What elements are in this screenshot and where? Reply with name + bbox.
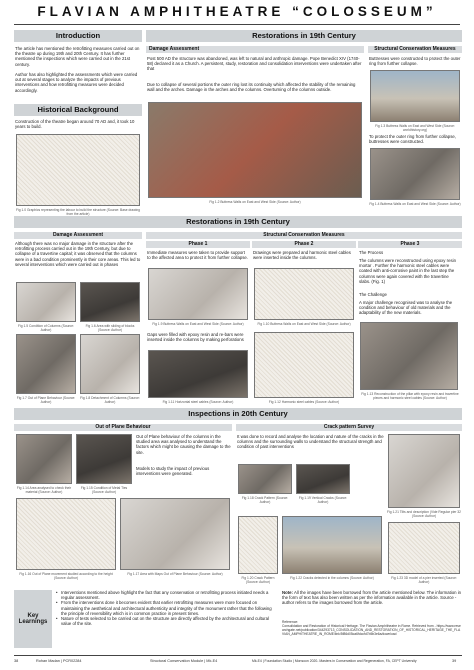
out-of-plane-text-2: Models to study the impact of previous interventions were generated. [136,466,210,477]
key-learning-item: • From the interventions done it becomes evident that earlier retrofitting measures were more focused on maintaining the aesthetical and architectural authenticity and integrity of the monument rather that the following the principle of reversibility which is in common practice in present times. [56,600,276,616]
key-learning-item: • Interventions mentioned above highlight the fact that any conservation or retrofitting process initiated needs a regular assessment. [56,590,276,600]
fig-1-15-caption: Fig 1.15 Condition of Metal Ties (Source: Author) [80,486,128,494]
sliding-blocks-photo [80,282,140,322]
inspections-20-heading: Inspections in 20th Century [14,408,462,420]
column-cracks-photo [282,516,382,574]
scm-top-heading: Structural Conservation Measures [368,46,462,53]
fig-1-12-caption: Fig 1.12 Harmonic steel cables (Source: Author) [268,400,340,404]
labour-graphic [16,134,140,206]
fig-1-4-caption: Fig 1.4 Buttress Walls on East and West Side (Source: Author) [369,202,461,206]
damage-top-paragraph-1: Post 500 AD the structure was abandoned, was left to natural and anthropic damage. Pope Benedict XIV (1740-58) declared it as a Church. A persistent, study, restoration and consolidation interventions were undertaken after that [147,56,362,72]
reference-block [282,620,462,636]
note-block [282,590,462,606]
phase-1-heading: Phase 1 [146,241,250,248]
page-number-right: 39 [452,659,457,663]
phase-2-text: Drawings were prepared and harmonic steel cables were inserted inside the columns. [253,250,351,261]
scm-top-paragraph-1: Buttresses were constructed to protect the outer ring from further collapse. [369,56,461,67]
footer-module: Structural Conservation Module | Mk-E4 [150,659,218,663]
intro-paragraph-1: The article has mentioned the retrofitting measures carried out on the theatre up during 19th and 20th Century. It has further mentioned the inspections which were carried out in the 21st century. [15,46,140,67]
reference-label: Reference: [282,620,299,624]
fig-1-5-caption: Fig 1.5 Condition of Columns (Source: Author) [18,324,74,332]
key-learnings-label: Key Learnings [14,590,52,648]
footer-author: Rohan Madan | PCR02284 [36,659,82,663]
phase-3-heading: Phase 3 [358,241,462,248]
fig-1-21-caption: Fig 1.21 Tilts and description (Vide Regular pier 32 (Source: Author) [387,510,461,518]
damage-assessment-top-heading: Damage Assessment [146,46,364,53]
intro-heading: Introduction [14,30,142,42]
steel-cables-photo [148,350,248,398]
fig-1-6-caption: Fig 1.6 Area with sliding of blocks (Source: Author) [85,324,135,332]
fig-1-9-caption: Fig 1.9 Buttress Walls on East and West Side (Source: Author) [152,322,244,326]
fig-1-19-caption: Fig 1.19 Vertical Cracks (Source: Author) [298,496,348,504]
footer-studio: Mk-E4 | Foundation Studio | Monsoon 2020- Masters in Conservation and Regeneration, FA, CEPT University [252,659,417,663]
fig-1-7-caption: Fig 1.7 Out of Plane Behaviour (Source: Author) [16,396,76,404]
pillar-reconstruction-photo [360,322,458,390]
fig-1-10-caption: Fig 1.10 Buttress Walls on East and West Side (Source: Author) [257,322,351,326]
title-rule [14,24,460,25]
out-of-plane-heading: Out of Plane Behaviour [14,424,232,431]
historical-heading: Historical Background [14,104,142,116]
phase-3-process-label: The Process [359,250,384,255]
footer-rule [14,655,462,656]
phase-3-process-text: The columns were reconstructed using epoxy resin mortar . Further the harmonic steel cables were coated with anti-corrosive paint in the last step the columns were again covered with the travertine slabs. (Fig. 1) [359,258,456,284]
vertical-cracks-photo [296,464,350,494]
damage-top-paragraph-2: Due to collapse of several portions the outer ring lost its continuity which affected the stability of the remaining wall and the arches. Damage in the arches and the columns. Overturning of the columns outside. [147,82,356,93]
restorations-19-mid-heading: Restorations in 19th Century [14,216,462,228]
phase-1-text: Immediate measures were taken to provide support to the affected area to protect it from further collapse. [147,250,248,261]
fig-1-23-caption: Fig 1.23 3D model of a pier inserted (Source: Author) [391,576,457,584]
crack-pattern-photo-1 [238,464,292,494]
phase-1-text-2: Gaps were filled with epoxy resin and re-bars were inserted inside the columns by making perforations [147,332,244,343]
fig-1-18-caption: Fig 1.18 Crack Pattern (Source: Author) [241,496,289,504]
crack-pattern-drawing [238,516,278,574]
fig-1-17-caption: Fig 1.17 Area with Maps Out of Plane Behaviour (Source: Author) [127,572,223,576]
metal-ties-photo [76,434,132,484]
page-title: FLAVIAN AMPHITHEATRE “COLOSSEUM” [37,4,437,19]
phase-1-photo [148,268,248,320]
phase-3-challenge-label: The Challenge [359,292,387,297]
out-of-plane-height-diagram [16,498,116,570]
damage-mid-heading: Damage Assessment [14,232,142,239]
historical-text: Construction of the theatre began around 70 AD and, it took 10 years to build. [15,119,135,130]
reference-text: Consolidation and Restoration of Historical Heritage. The Flavian Amphitheatre in Rome. Retrieved from - https://www.researchgate.net/publication/344293713_CONSOLIDATION_AND_RESTORATION_OF_HISTORICAL_HERITAGE_THE_FLAVIAN_AMPHITHEATRE_IN_ROME/link/5f86d05ca6fdccfd7b5b3e6a/download [282,624,461,636]
phase-2-drawing [254,268,354,320]
scm-top-paragraph-2: To protect the outer ring from further collapse, buttresses were constructed. [369,134,456,145]
note-text: All the images have been borrowed from the article mentioned below. The information in the form of text has also been written as per the information available in the article. Source - author refers to the images borrowed from the article. [282,590,462,606]
crack-survey-text: It was done to record and analyse the location and nature of the cracks in the columns and the surrounding walls to understand the structural strength and condition of past interventions [237,434,384,450]
page-number-left: 38 [14,659,19,663]
fig-1-11-caption: Fig 1.11 Horizontal steel cables (Source: Author) [162,400,234,404]
crack-survey-heading: Crack pattern Survey [236,424,462,431]
fig-1-16-caption: Fig 1.16 Out of Plane movement studied according to the height (Source: Author) [19,572,113,580]
fig-1-13-caption: Fig 1.13 Reconstruction of the pillar with epoxy resin and travertine pieces and harmonic steel cables (Source: Author) [361,392,459,400]
tilt-description-photo [388,434,460,508]
out-of-plane-text: Out of Plane behaviour of the columns in the studied area was analysed to understand the factors which might be causing the damage to the site. [136,434,231,455]
phase-3-challenge-text: A major challenge recognised was to analyse the condition and behaviour of old materials and the adaptability of the new materials. [359,300,453,316]
fig-1-22-caption: Fig 1.22 Cracks detected in the columns (Source: Author) [290,576,374,580]
phase-2-heading: Phase 2 [252,241,356,248]
fig-1-3-caption: Fig 1.3 Buttress Walls on East and West Side (Source: worldhistory.org) [375,124,455,132]
fig-1-20-caption: Fig 1.20 Crack Pattern (Source: Author) [241,576,275,584]
fig-1-2-caption: Fig 1.2 Buttress Walls on East and West Side (Source: Author) [209,200,301,204]
fig-1-8-caption: Fig 1.8 Detachment of Columns (Source: Author) [80,396,140,404]
out-of-plane-map-diagram [120,498,230,570]
damage-mid-text: Although there was no major damage in the structure after the retrofitting process carried out in the 19th Century, but due to collapse of a travertine capital; it was observed that the columns were in a bad condition prominently in their core areas. This led to several interventions which were carried out in phases [15,241,141,267]
out-of-plane-photo [16,334,76,394]
restorations-19-top-heading: Restorations in 19th Century [146,30,462,42]
columns-photo [16,282,76,322]
note-label: Note: [282,590,293,595]
area-analysed-photo [16,434,72,484]
historical-caption: Fig 1.0 Graphics representing the labour to build the structure (Source: Base drawing from the article) [15,208,141,216]
key-learnings-list [56,590,276,626]
scm-mid-heading: Structural Conservation Measures [146,232,462,239]
buttress-photo-1 [370,70,460,122]
buttress-photo-2 [370,148,460,200]
detachment-photo [80,334,140,394]
intro-paragraph-2: Author has also highlighted the assessments which were carried out at several stages to analyze the impacts of previous interventions and how retrofitting measures were decided accordingly. [15,72,138,93]
fig-1-14-caption: Fig 1.14 Area analysed to check their material (Source: Author) [16,486,72,494]
colosseum-aerial-image [148,102,362,198]
pier-3d-model [388,522,460,574]
key-learning-item: • Nature of tests selected to be carried out on the structure are directly affected by the architectural and cultural value of the site. [56,616,276,626]
harmonic-cables-drawing [254,332,354,398]
